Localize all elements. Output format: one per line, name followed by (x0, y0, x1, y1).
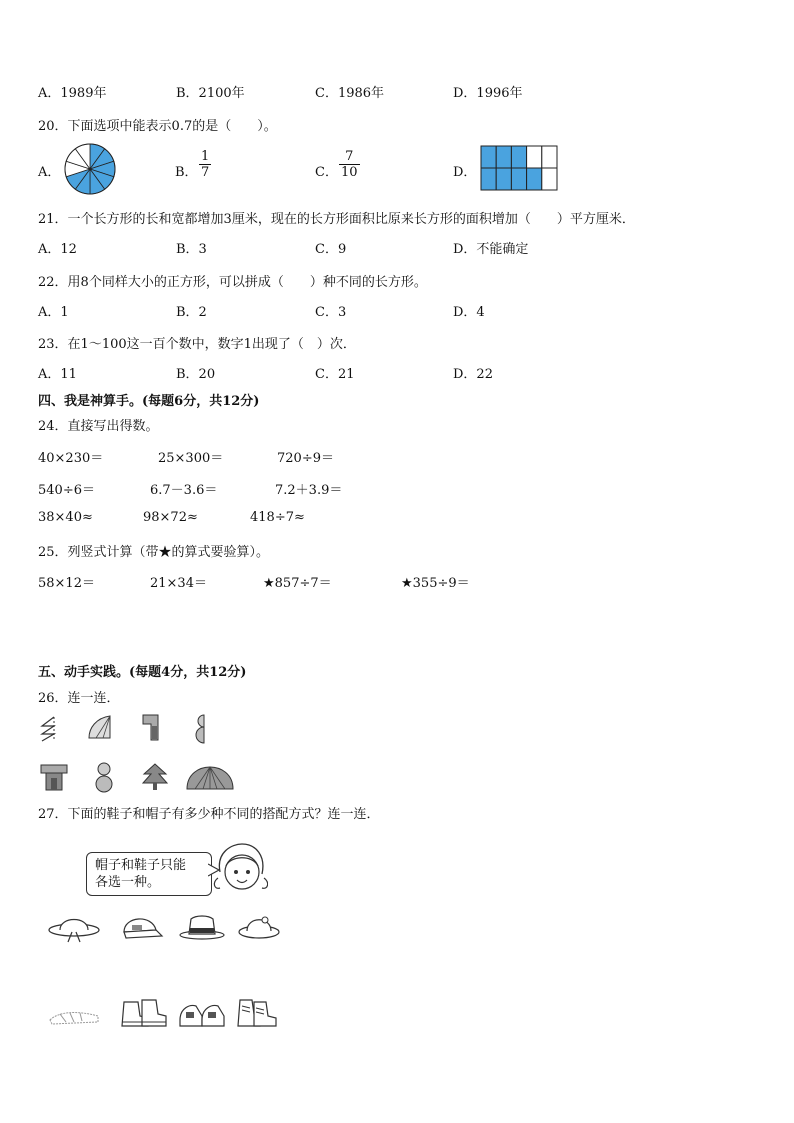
calc-item[interactable]: 25×300＝ (158, 451, 224, 466)
speech-line-1: 帽子和鞋子只能 (95, 858, 187, 873)
boots-icon[interactable] (118, 996, 170, 1030)
grid-cell (542, 168, 557, 190)
grid-cell (527, 146, 542, 168)
calc-item[interactable]: 540÷6＝ (38, 483, 95, 498)
q21-stem: 21．一个长方形的长和宽都增加3厘米，现在的长方形面积比原来长方形的面积增加（ ）平方厘米． (38, 212, 635, 227)
snowman-icon[interactable] (92, 760, 116, 794)
grid-cell (542, 146, 557, 168)
calc-item[interactable]: 58×12＝ (38, 576, 95, 591)
calc-item[interactable]: 7.2＋3.9＝ (275, 483, 343, 498)
half-snowman-icon[interactable] (193, 712, 209, 744)
umbrella-icon[interactable] (185, 764, 235, 792)
q23-option-a[interactable]: A．11 (38, 367, 77, 382)
grid-cell (527, 168, 542, 190)
baseball-cap-icon[interactable] (118, 910, 164, 944)
tree-icon[interactable] (140, 762, 170, 792)
girl-face-icon (212, 842, 268, 898)
q19-option-c[interactable]: C．1986年 (315, 86, 385, 101)
q26-stem: 26．连一连． (38, 691, 120, 706)
section-4-title: 四、我是神算手。(每题6分，共12分) (38, 394, 260, 409)
flower-hat-icon[interactable] (236, 908, 282, 942)
q20-option-b-fraction[interactable] (199, 149, 211, 180)
fedora-hat-icon[interactable] (178, 912, 226, 942)
grid-cell (481, 146, 496, 168)
half-tree-icon[interactable] (38, 714, 60, 744)
sneakers-icon[interactable] (176, 998, 228, 1030)
q20-option-d-label[interactable]: D． (453, 165, 477, 180)
grid-cell (496, 146, 511, 168)
calc-item[interactable]: ★857÷7＝ (263, 576, 332, 591)
q22-option-d[interactable]: D．4 (453, 305, 485, 320)
q20-option-a-label[interactable]: A． (38, 165, 61, 180)
grid-cells (481, 146, 557, 190)
q20-pie-figure[interactable] (64, 143, 116, 195)
calc-item[interactable]: 21×34＝ (150, 576, 207, 591)
q20-grid-figure[interactable] (480, 145, 558, 191)
calc-item[interactable]: 40×230＝ (38, 451, 104, 466)
frac-numerator: 7 (345, 149, 354, 164)
calc-item[interactable]: ★355÷9＝ (401, 576, 470, 591)
half-house-icon[interactable] (140, 712, 162, 742)
q19-option-a[interactable]: A．1989年 (38, 86, 107, 101)
q21-option-a[interactable]: A．12 (38, 242, 77, 257)
q21-option-c[interactable]: C．9 (315, 242, 347, 257)
q19-option-d[interactable]: D．1996年 (453, 86, 523, 101)
sun-hat-with-ribbon-icon[interactable] (46, 908, 102, 944)
q20-option-b-label[interactable]: B． (175, 165, 198, 180)
sandal-icon[interactable] (46, 1002, 102, 1028)
frac-denominator: 10 (341, 165, 358, 180)
calc-item[interactable]: 720÷9＝ (277, 451, 334, 466)
q22-option-b[interactable]: B．2 (176, 305, 207, 320)
frac-denominator: 7 (201, 165, 210, 180)
q20-option-c-fraction[interactable] (339, 149, 360, 180)
q21-option-d[interactable]: D．不能确定 (453, 242, 529, 257)
grid-cell (481, 168, 496, 190)
q25-stem: 25．列竖式计算（带★的算式要验算）。 (38, 545, 270, 560)
calc-item[interactable]: 38×40≈ (38, 510, 93, 525)
q23-option-d[interactable]: D．22 (453, 367, 493, 382)
section-5-title: 五、动手实践。(每题4分，共12分) (38, 665, 247, 680)
grid-cell (511, 146, 526, 168)
q22-option-c[interactable]: C．3 (315, 305, 347, 320)
frac-numerator: 1 (201, 149, 210, 164)
calc-item[interactable]: 418÷7≈ (250, 510, 305, 525)
grid-cell (511, 168, 526, 190)
house-icon[interactable] (38, 762, 70, 792)
q22-stem: 22．用8个同样大小的正方形，可以拼成（ ）种不同的长方形。 (38, 275, 427, 290)
grid-cell (496, 168, 511, 190)
q23-option-b[interactable]: B．20 (176, 367, 216, 382)
half-umbrella-icon[interactable] (86, 712, 114, 742)
speech-bubble (86, 852, 212, 896)
high-top-shoes-icon[interactable] (234, 996, 280, 1030)
q19-option-b[interactable]: B．2100年 (176, 86, 245, 101)
speech-line-2: 各选一种。 (95, 875, 161, 890)
calc-item[interactable]: 98×72≈ (143, 510, 198, 525)
q27-stem: 27．下面的鞋子和帽子有多少种不同的搭配方式？连一连． (38, 807, 380, 822)
q20-stem: 20．下面选项中能表示0.7的是（ ）。 (38, 119, 277, 134)
q20-option-c-label[interactable]: C． (315, 165, 338, 180)
q21-option-b[interactable]: B．3 (176, 242, 207, 257)
calc-item[interactable]: 6.7－3.6＝ (150, 483, 218, 498)
q23-stem: 23．在1～100这一百个数中，数字1出现了（ ）次． (38, 337, 356, 352)
q23-option-c[interactable]: C．21 (315, 367, 355, 382)
q22-option-a[interactable]: A．1 (38, 305, 69, 320)
q24-stem: 24．直接写出得数。 (38, 419, 159, 434)
